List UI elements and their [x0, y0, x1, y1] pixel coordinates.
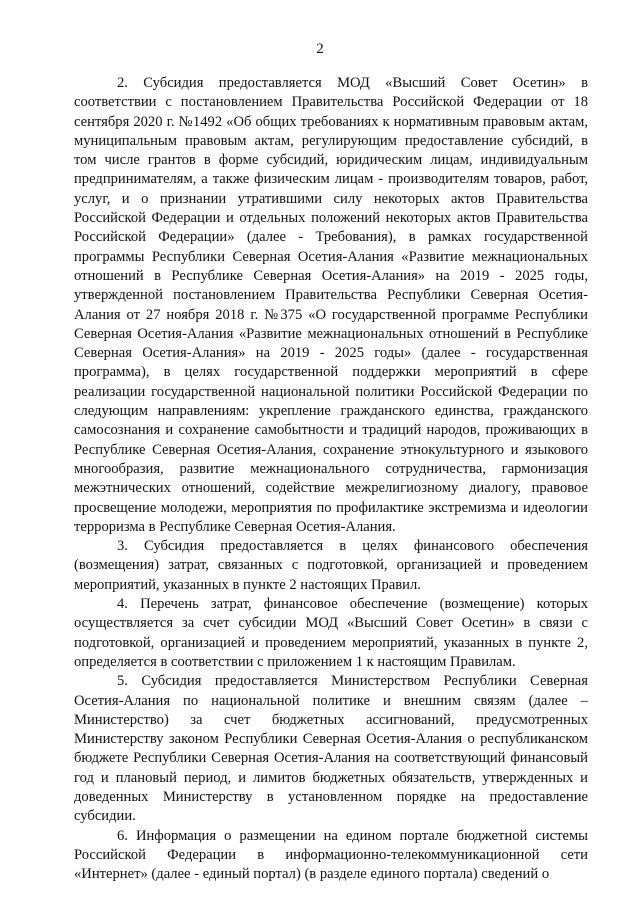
paragraph-4: 4. Перечень затрат, финансовое обеспечение (возмещение) которых осуществляется за счет субсидии МОД «Высший Совет Осетин» в связи с подготовкой, организацией и проведением мероприятий, указанных в пункте 2, определяется в соответствии с приложением 1 к настоящим Правилам. — [74, 596, 588, 670]
paragraph-2: 2. Субсидия предоставляется МОД «Высший Совет Осетин» в соответствии с постановлением Правительства Российской Федерации от 18 сентября 2020 г. №1492 «Об общих требованиях к нормативным правовым актам, муниципальным правовым актам, регулирующим предоставление субсидий, в том числе грантов в форме субсидий, юридическим лицам, индивидуальным предпринимателям, а также физическим лицам - производителям товаров, работ, услуг, и о признании утратившими силу некоторых актов Правительства Российской Федерации и отдельных положений некоторых актов Правительства Российской Федерации» (далее - Требования), в рамках государственной программы Республики Северная Осетия-Алания «Развитие межнациональных отношений в Республике Северная Осетия-Алания» на 2019 - 2025 годы, утвержденной постановлением Правительства Республики Северная Осетия-Алания от 27 ноября 2018 г. №375 «О государственной программе Республики Северная Осетия-Алания «Развитие межнациональных отношений в Республике Северная Осетия-Алания» на 2019 - 2025 годы» (далее - государственная программа), в целях государственной поддержки мероприятий в сфере реализации государственной национальной политики Российской Федерации по следующим направлениям: укрепление гражданского единства, гражданского самосознания и сохранение самобытности и традиций народов, проживающих в Республике Северная Осетия-Алания, сохранение этнокультурного и языкового многообразия, развитие межнационального сотрудничества, гармонизация межэтнических отношений, содействие межрелигиозному диалогу, правовое просвещение молодежи, мероприятия по профилактике экстремизма и идеологии терроризма в Республике Северная Осетия-Алания. — [74, 75, 588, 535]
paragraph-6: 6. Информация о размещении на едином портале бюджетной системы Российской Федерации в информационно-телекоммуникационной сети «Интернет» (далее - единый портал) (в разделе единого портала) сведений о — [74, 827, 588, 883]
paragraph-5: 5. Субсидия предоставляется Министерством Республики Северная Осетия-Алания по национальной политике и внешним связям (далее – Министерство) за счет бюджетных ассигнований, предусмотренных Министерству законом Республики Северная Осетия-Алания о республиканском бюджете Республики Северная Осетия-Алания на соответствующий финансовый год и плановый период, и лимитов бюджетных обязательств, утвержденных и доведенных Министерству в установленном порядке на предоставление субсидии. — [74, 673, 588, 825]
paragraph-3: 3. Субсидия предоставляется в целях финансового обеспечения (возмещения) затрат, связанных с подготовкой, организацией и проведением мероприятий, указанных в пункте 2 настоящих Правил. — [74, 538, 588, 593]
page-number: 2 — [316, 41, 324, 57]
document-body — [74, 74, 588, 884]
